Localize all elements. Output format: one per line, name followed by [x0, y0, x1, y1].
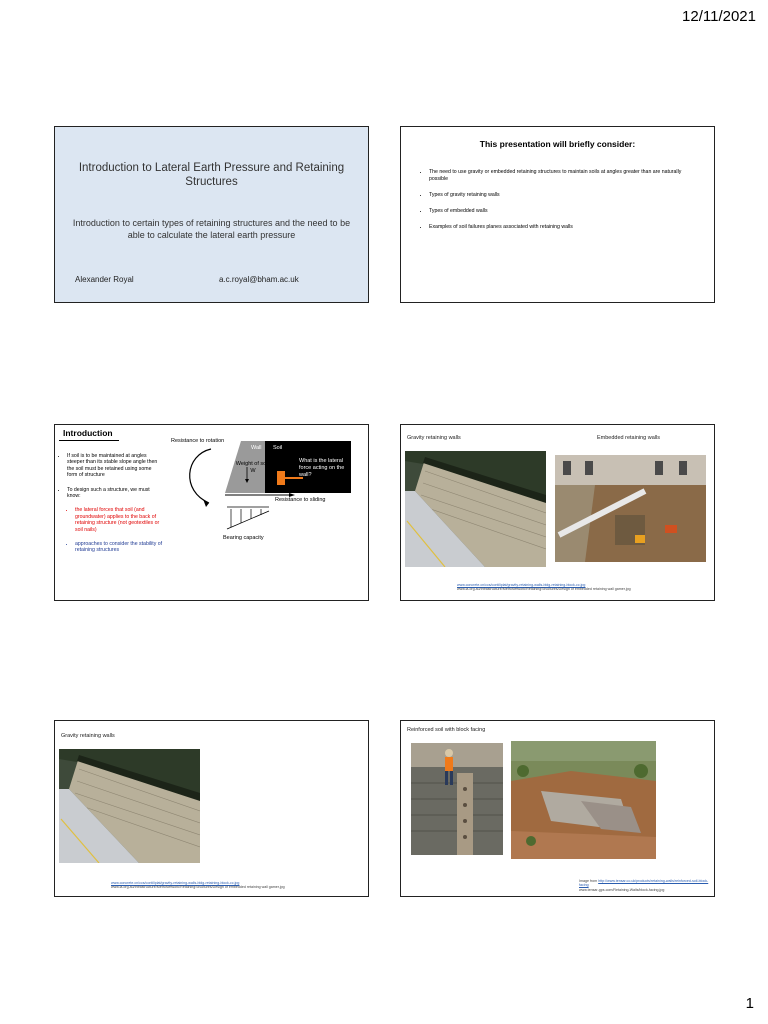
slide-2-title: This presentation will briefly consider: — [479, 139, 636, 149]
slide-3-sub-list — [67, 507, 163, 553]
slide-6-title: Reinforced soil with block facing — [407, 727, 486, 733]
slide-3-bullet-list — [59, 453, 163, 562]
gravity-wall-photo — [59, 749, 200, 863]
weight-label: Weight of soil, W — [235, 461, 271, 474]
slide-5-title: Gravity retaining walls — [61, 733, 115, 739]
slide-5-source-link[interactable]: www.concrete.cn/ccs/contiliplat/gravity-retaining-walls-bldg-retaining-block-cc.jpg — [111, 881, 240, 885]
slide-1-title-slide — [54, 126, 369, 303]
slide-6-source-note: www.tensar-gps.com/Retaining-Walls/block-facing.jpg — [579, 887, 665, 892]
slide-3-bullet: • If soil is to be maintained at angles steeper than its stable slope angle then the soil must be retained using some form of structure — [67, 453, 163, 479]
slide-1-author: Alexander Royal — [75, 275, 134, 284]
slide-3-bullet-text: To design such a structure, we must know: — [67, 486, 150, 500]
slide-2-bullet: • Examples of soil failures planes associated with retaining walls — [429, 224, 694, 231]
slide-6-source-prefix: Image from — [579, 879, 598, 883]
slide-3-sub-bullet: • approaches to consider the stability of retaining structures — [75, 541, 163, 554]
slide-2-bullet-list — [421, 169, 694, 240]
slide-1-email: a.c.royal@bham.ac.uk — [219, 275, 299, 284]
slide-2-bullet: • Types of embedded walls — [429, 208, 694, 215]
slide-2-overview — [400, 126, 715, 303]
slide-3-introduction — [54, 424, 369, 601]
slide-3-title: Introduction — [63, 428, 113, 438]
slide-3-sub-bullet: • the lateral forces that soil (and groundwater) applies to the back of retaining structure (not geotextiles or soil nails) — [75, 507, 163, 533]
slide-1-subtitle: Introduction to certain types of retaining structures and the need to be able to calculate the lateral earth pressure — [72, 218, 351, 240]
slide-5-source — [111, 881, 311, 890]
reinforced-slope-photo — [511, 741, 656, 859]
slide-2-bullet: • Types of gravity retaining walls — [429, 192, 694, 199]
slide-6-source — [579, 879, 711, 892]
page-number: 1 — [745, 995, 754, 1012]
slide-2-bullet: • The need to use gravity or embedded retaining structures to maintain soils at angles greater than are naturally possible — [429, 169, 694, 183]
block-facing-photo — [411, 743, 503, 855]
gravity-wall-photo — [405, 451, 546, 567]
soil-label: Soil — [273, 445, 283, 451]
slide-4-source — [457, 583, 657, 592]
bearing-capacity-label: Bearing capacity — [223, 535, 264, 541]
slide-4-wall-types — [400, 424, 715, 601]
slide-4-right-title: Embedded retaining walls — [597, 435, 660, 441]
print-date: 12/11/2021 — [682, 8, 756, 25]
lateral-force-question: What is the lateral force acting on the wall? — [299, 458, 345, 478]
slide-1-title: Introduction to Lateral Earth Pressure and Retaining Structures — [78, 162, 345, 188]
slide-5-gravity-walls — [54, 720, 369, 897]
title-underline — [59, 439, 119, 442]
resistance-rotation-label: Resistance to rotation — [171, 438, 225, 444]
wall-label: Wall — [251, 445, 262, 451]
embedded-wall-photo — [555, 455, 706, 562]
slide-6-reinforced-soil — [400, 720, 715, 897]
slide-4-left-title: Gravity retaining walls — [407, 435, 461, 441]
slide-5-source-note: www.la.org.au/Infrastructure/MetroNetwork/RetainingStructures/Design of embedded retaining wall gamer.jpg — [111, 885, 285, 890]
slide-6-source-link[interactable]: http://www.tensar.co.uk/products/retaining-walls/reinforced-soil-block-facing — [579, 879, 709, 888]
slide-3-bullet — [67, 487, 163, 554]
slide-4-source-link[interactable]: www.concrete.cn/ccs/contiliplat/gravity-retaining-walls-bldg-retaining-block-cc.jpg — [457, 583, 586, 587]
bearing-pressure-diagram — [225, 505, 275, 533]
slide-4-source-note: www.la.org.au/Infrastructure/MetroNetwork/RetainingStructures/Design of embedded retaining wall gamer.jpg — [457, 587, 631, 592]
resistance-sliding-label: Resistance to sliding — [275, 497, 326, 503]
